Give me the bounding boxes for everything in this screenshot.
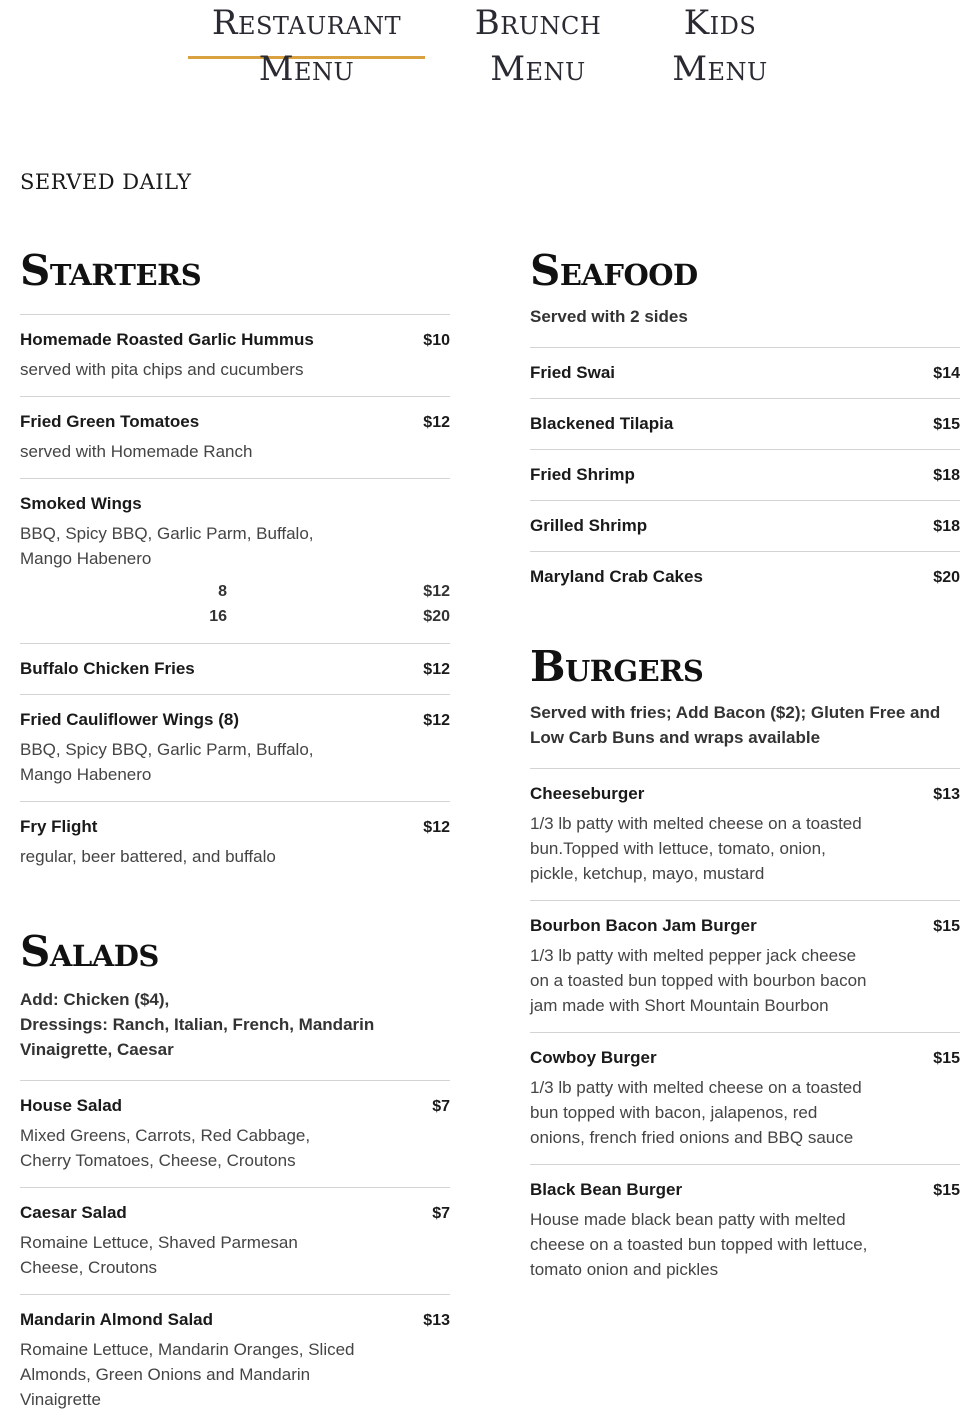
item-description: Romaine Lettuce, Mandarin Oranges, Sliced Almonds, Green Onions and Mandarin Vinaigrette — [20, 1340, 355, 1409]
item-price: $15 — [933, 416, 960, 433]
item-name: Fried Swai — [530, 363, 616, 382]
salads-section — [20, 927, 450, 1426]
item-price: $20 — [933, 569, 960, 586]
item-name: Caesar Salad — [20, 1203, 127, 1222]
menu-item — [20, 478, 450, 643]
menu-item — [20, 1187, 450, 1294]
item-description: served with Homemade Ranch — [20, 442, 253, 461]
item-description: 1/3 lb patty with melted cheese on a toasted bun.Topped with lettuce, tomato, onion, pickle, ketchup, mayo, mustard — [530, 814, 862, 883]
item-name: Cheeseburger — [530, 784, 645, 803]
menu-tabs — [0, 0, 973, 89]
menu-item — [530, 768, 960, 900]
starters-list — [20, 314, 450, 883]
variant-qty: 8 — [218, 583, 227, 600]
item-name: Smoked Wings — [20, 494, 142, 513]
menu-item — [20, 314, 450, 396]
item-price: $18 — [933, 467, 960, 484]
right-column — [530, 246, 960, 1296]
seafood-section — [530, 246, 960, 602]
menu-item — [20, 694, 450, 801]
section-note: Served with fries; Add Bacon ($2); Gluten Free and Low Carb Buns and wraps available — [530, 703, 941, 747]
item-name: Black Bean Burger — [530, 1180, 683, 1199]
item-price: $7 — [432, 1205, 450, 1222]
section-title-burgers: Burgers — [530, 642, 704, 691]
item-name: Blackened Tilapia — [530, 414, 674, 433]
item-price: $15 — [933, 1050, 960, 1067]
variant-price: $20 — [423, 608, 450, 625]
item-name: Fry Flight — [20, 817, 98, 836]
item-name: Buffalo Chicken Fries — [20, 659, 195, 678]
item-price: $12 — [423, 819, 450, 836]
section-note: Add: Chicken ($4), — [20, 990, 170, 1009]
item-name: Cowboy Burger — [530, 1048, 657, 1067]
item-name: Maryland Crab Cakes — [530, 567, 703, 586]
item-price: $10 — [423, 332, 450, 349]
item-name: Fried Shrimp — [530, 465, 635, 484]
item-name: Grilled Shrimp — [530, 516, 648, 535]
item-description: House made black bean patty with melted cheese on a toasted bun topped with lettuce, tomato onion and pickles — [530, 1210, 868, 1279]
item-variant — [20, 579, 450, 604]
item-price: $12 — [423, 661, 450, 678]
item-price: $12 — [423, 712, 450, 729]
seafood-list — [530, 347, 960, 602]
item-price: $12 — [423, 414, 450, 431]
item-description: BBQ, Spicy BBQ, Garlic Parm, Buffalo, Mango Habenero — [20, 524, 314, 568]
item-price: $15 — [933, 918, 960, 935]
item-description: 1/3 lb patty with melted cheese on a toasted bun topped with bacon, jalapenos, red onions, french fried onions and BBQ sauce — [530, 1078, 862, 1147]
burgers-list — [530, 768, 960, 1296]
salads-list — [20, 1080, 450, 1426]
menu-item — [530, 449, 960, 500]
item-description: served with pita chips and cucumbers — [20, 360, 304, 379]
section-note: Dressings: Ranch, Italian, French, Mandarin Vinaigrette, Caesar — [20, 1015, 375, 1059]
menu-item — [530, 551, 960, 602]
tab-brunch-menu[interactable]: Brunch Menu — [474, 3, 602, 89]
item-price: $14 — [933, 365, 960, 382]
tab-kids-menu[interactable]: Kids Menu — [672, 3, 768, 89]
menu-item — [20, 1080, 450, 1187]
item-price: $15 — [933, 1182, 960, 1199]
item-name: Bourbon Bacon Jam Burger — [530, 916, 757, 935]
menu-item — [530, 1164, 960, 1296]
item-description: Romaine Lettuce, Shaved Parmesan Cheese, Croutons — [20, 1233, 298, 1277]
left-column — [20, 246, 450, 1426]
item-description: Mixed Greens, Carrots, Red Cabbage, Cherry Tomatoes, Cheese, Croutons — [20, 1126, 311, 1170]
item-name: Fried Green Tomatoes — [20, 412, 200, 431]
variant-qty: 16 — [209, 608, 227, 625]
variant-price: $12 — [423, 583, 450, 600]
section-note: Served with 2 sides — [530, 307, 688, 326]
menu-item — [530, 500, 960, 551]
item-description: BBQ, Spicy BBQ, Garlic Parm, Buffalo, Mango Habenero — [20, 740, 314, 784]
item-variants — [20, 579, 450, 629]
section-title-seafood: Seafood — [530, 246, 698, 295]
menu-item — [530, 1032, 960, 1164]
burgers-section — [530, 642, 960, 1296]
menu-item — [530, 398, 960, 449]
starters-section — [20, 246, 450, 883]
menu-item — [20, 1294, 450, 1426]
menu-item — [530, 347, 960, 398]
section-title-salads: Salads — [20, 927, 159, 976]
menu-item — [530, 900, 960, 1032]
item-price: $13 — [423, 1312, 450, 1329]
item-description: regular, beer battered, and buffalo — [20, 847, 276, 866]
item-description: 1/3 lb patty with melted pepper jack cheese on a toasted bun topped with bourbon bacon jam made with Short Mountain Bourbon — [530, 946, 867, 1015]
menu-item — [20, 801, 450, 883]
item-name: House Salad — [20, 1096, 123, 1115]
tab-restaurant-menu[interactable]: Restaurant Menu — [188, 0, 425, 59]
item-name: Mandarin Almond Salad — [20, 1310, 214, 1329]
section-title-starters: Starters — [20, 246, 202, 295]
item-price: $7 — [432, 1098, 450, 1115]
item-price: $18 — [933, 518, 960, 535]
menu-item — [20, 643, 450, 694]
item-name: Fried Cauliflower Wings (8) — [20, 710, 239, 729]
item-price: $13 — [933, 786, 960, 803]
served-daily-label: SERVED DAILY — [20, 170, 192, 194]
item-name: Homemade Roasted Garlic Hummus — [20, 330, 314, 349]
menu-item — [20, 396, 450, 478]
item-variant — [20, 604, 450, 629]
